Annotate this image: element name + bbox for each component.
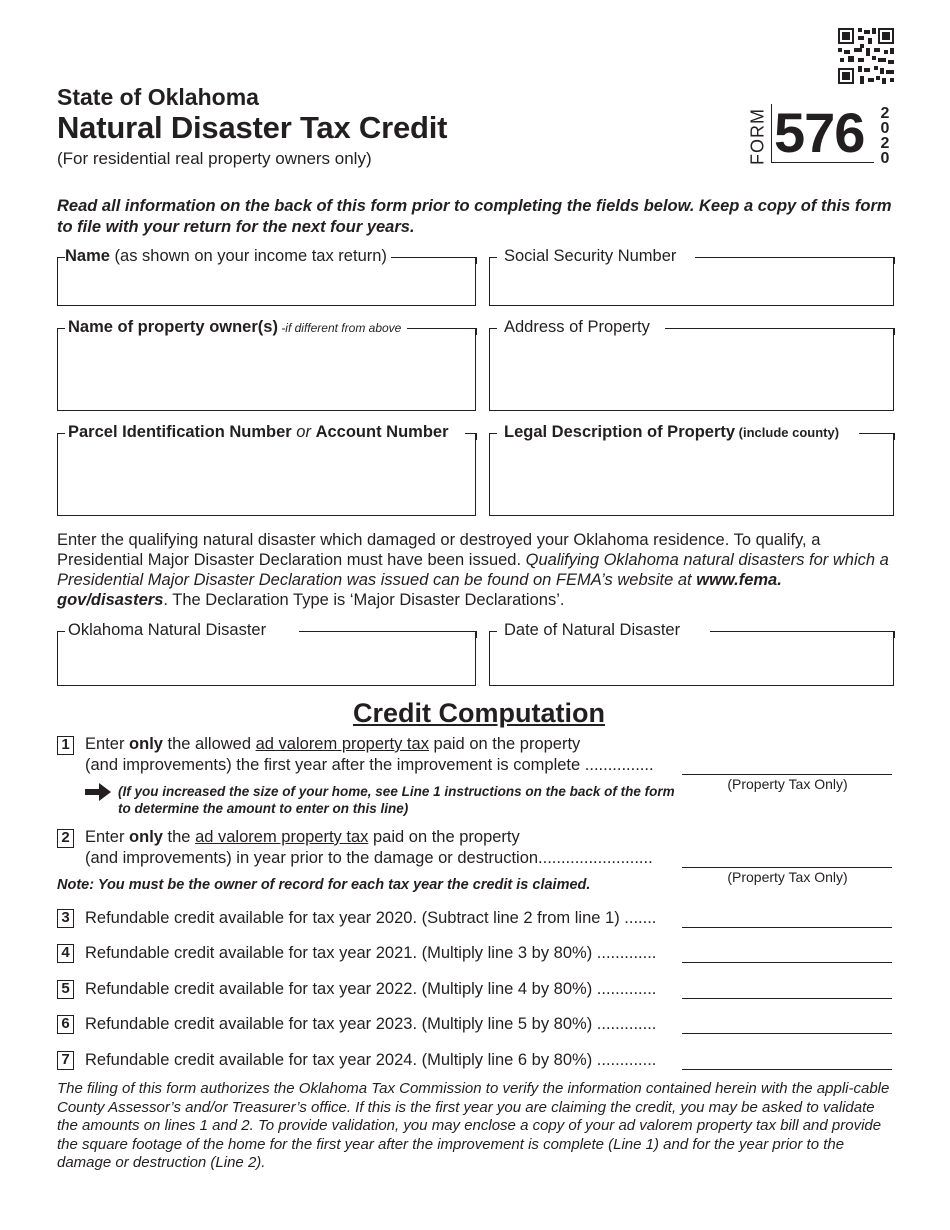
line-1-hint: (Property Tax Only) <box>727 776 848 792</box>
line-7-text: Refundable credit available for tax year 2024. (Multiply line 6 by 80%) ............. <box>85 1051 657 1069</box>
line-4-text: Refundable credit available for tax year 2021. (Multiply line 3 by 80%) ............. <box>85 944 657 962</box>
disaster-instructions: Enter the qualifying natural disaster which damaged or destroyed your Oklahoma residence. To qualify, a Presidential Major Disaster Declaration must have been issued. Qualifying Oklahoma natural disasters for which a Presidential Major Disaster Declaration was issued can be found on FEMA’s website at www.fema. gov/disasters. The Declaration Type is ‘Major Disaster Declarations’. <box>57 531 889 609</box>
line-3-input[interactable] <box>682 906 892 928</box>
line-5-input[interactable] <box>682 977 892 999</box>
line-number-2: 2 <box>57 829 74 848</box>
ssn-field <box>489 247 894 306</box>
address-field <box>489 318 894 411</box>
disaster-date-input[interactable] <box>494 645 889 681</box>
fema-link: www.fema. gov/disasters <box>57 571 782 609</box>
line-1-input[interactable] <box>682 753 892 775</box>
natural-disaster-field <box>57 621 476 686</box>
line-number-3: 3 <box>57 909 74 928</box>
line-7-input[interactable] <box>682 1048 892 1070</box>
legal-description-label: Legal Description of Property (include county) <box>504 422 843 443</box>
line-1-text: Enter only the allowed ad valorem property tax paid on the property <box>85 735 581 753</box>
line-number-7: 7 <box>57 1051 74 1070</box>
line-number-6: 6 <box>57 1015 74 1034</box>
legal-description-field <box>489 423 894 516</box>
line-number-1: 1 <box>57 736 74 755</box>
legal-description-input[interactable] <box>494 447 889 511</box>
line-4-input[interactable] <box>682 941 892 963</box>
owner-note: Note: You must be the owner of record for each tax year the credit is claimed. <box>57 877 591 893</box>
ssn-label: Social Security Number <box>504 246 680 266</box>
line-1-text-cont: (and improvements) the first year after the improvement is complete ............... <box>85 756 654 774</box>
disaster-date-field <box>489 621 894 686</box>
disaster-date-label: Date of Natural Disaster <box>504 620 684 640</box>
name-input[interactable] <box>62 271 471 301</box>
owner-field <box>57 318 476 411</box>
name-field <box>57 247 476 306</box>
ssn-input[interactable] <box>494 271 889 301</box>
state-name: State of Oklahoma <box>57 84 259 110</box>
form-label: FORM <box>747 108 768 165</box>
owner-label: Name of property owner(s) -if different from above <box>68 317 405 338</box>
name-label: Name (as shown on your income tax return) <box>65 246 391 266</box>
credit-computation-title: Credit Computation <box>353 698 605 728</box>
line-5-text: Refundable credit available for tax year 2022. (Multiply line 4 by 80%) ............. <box>85 980 657 998</box>
form-title: Natural Disaster Tax Credit <box>57 110 448 145</box>
address-label: Address of Property <box>504 317 654 337</box>
line-6-text: Refundable credit available for tax year 2023. (Multiply line 5 by 80%) ............. <box>85 1015 657 1033</box>
line-number-4: 4 <box>57 944 74 963</box>
form-number: 576 <box>771 104 874 163</box>
address-input[interactable] <box>494 342 889 406</box>
line-1-note: (If you increased the size of your home, see Line 1 instructions on the back of the form to determine the amount to enter on this line) <box>118 784 675 816</box>
qr-code-icon <box>838 28 894 84</box>
line-2-text: Enter only the ad valorem property tax paid on the property <box>85 828 520 846</box>
line-2-input[interactable] <box>682 846 892 868</box>
right-arrow-icon <box>85 782 112 802</box>
parcel-label: Parcel Identification Number or Account Number <box>68 422 453 442</box>
line-2-hint: (Property Tax Only) <box>727 869 848 885</box>
natural-disaster-input[interactable] <box>62 645 471 681</box>
form-subtitle: (For residential real property owners only) <box>57 149 372 168</box>
parcel-input[interactable] <box>62 447 471 511</box>
authorization-footer: The filing of this form authorizes the Oklahoma Tax Commission to verify the information contained herein with the appli-cable County Assessor’s and/or Treasurer’s office. If this is the first year you are claiming the credit, you may be asked to validate the amounts on lines 1 and 2. To provide validation, you may enclose a copy of your ad valorem property tax bill and provide the square footage of the home for the first year after the improvement is complete (Line 1) and for the year prior to the damage or destruction (Line 2). <box>57 1080 890 1171</box>
line-2-text-cont: (and improvements) in year prior to the damage or destruction......................... <box>85 849 653 867</box>
parcel-field <box>57 423 476 516</box>
owner-input[interactable] <box>62 342 471 406</box>
form-year: 2 0 2 0 <box>880 105 890 167</box>
line-6-input[interactable] <box>682 1012 892 1034</box>
line-3-text: Refundable credit available for tax year 2020. (Subtract line 2 from line 1) ....... <box>85 909 657 927</box>
natural-disaster-label: Oklahoma Natural Disaster <box>68 620 270 640</box>
instructions: Read all information on the back of this form prior to completing the fields below. Keep a copy of this form to file with your return for the next four years. <box>57 197 892 236</box>
line-number-5: 5 <box>57 980 74 999</box>
